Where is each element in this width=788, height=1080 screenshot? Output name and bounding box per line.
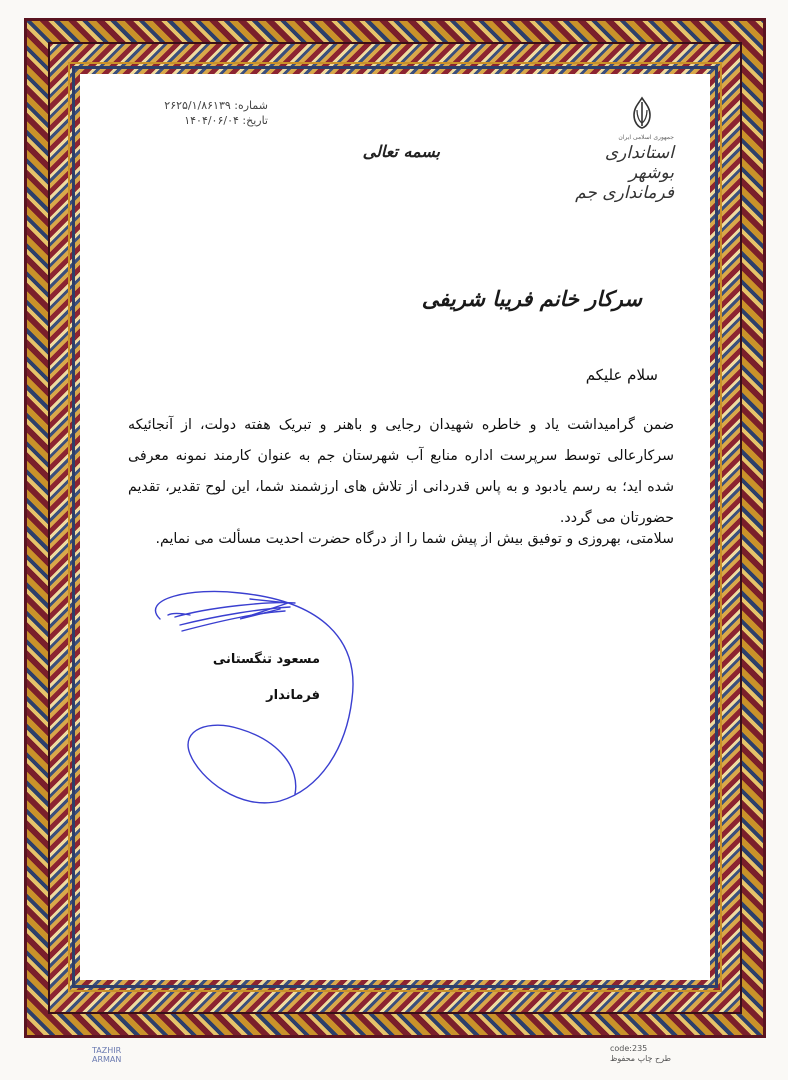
basmala-heading: بسمه تعالی bbox=[362, 142, 440, 161]
org-country-label: جمهوری اسلامی ایران bbox=[618, 134, 674, 141]
signer-name: مسعود تنگستانی bbox=[212, 652, 320, 667]
print-code: code:235 طرح چاپ محفوظ bbox=[610, 1044, 671, 1063]
closing-line: سلامتی، بهروزی و توفیق بیش از پیش شما را از درگاه حضرت احدیت مسألت می نمایم. bbox=[155, 531, 674, 547]
iran-emblem-icon bbox=[628, 96, 656, 130]
printer-brand: TAZHIR ARMAN bbox=[92, 1046, 122, 1064]
letter-page bbox=[80, 74, 710, 980]
letter-body: ضمن گرامیداشت یاد و خاطره شهیدان رجایی و باهنر و تبریک هفته دولت، از آنجائیکه سرکارعالی توسط سرپرست اداره منابع آب شهرستان جم به عنوان کارمند نمونه معرفی شده اید؛ به رسم یادبود و به پاس قدردانی از تلاش های ارزشمند شما، این لوح تقدیر، تقدیم حضورتان می گردد. bbox=[128, 417, 674, 526]
organization-name bbox=[564, 134, 674, 203]
letter-number: شماره: ۲۶۲۵/۱/۸۶۱۳۹ bbox=[164, 99, 268, 112]
addressee-line: سرکار خانم فریبا شریفی bbox=[421, 286, 642, 311]
signer-title: فرماندار bbox=[266, 688, 320, 703]
greeting-line: سلام علیکم bbox=[585, 366, 658, 384]
letter-date: تاریخ: ۱۴۰۴/۰۶/۰۴ bbox=[184, 114, 268, 127]
org-line-county: فرمانداری جم bbox=[575, 183, 674, 203]
handwritten-signature-icon bbox=[120, 579, 390, 829]
letter-meta bbox=[138, 98, 268, 128]
org-line-province: استانداری بوشهر bbox=[604, 143, 674, 183]
